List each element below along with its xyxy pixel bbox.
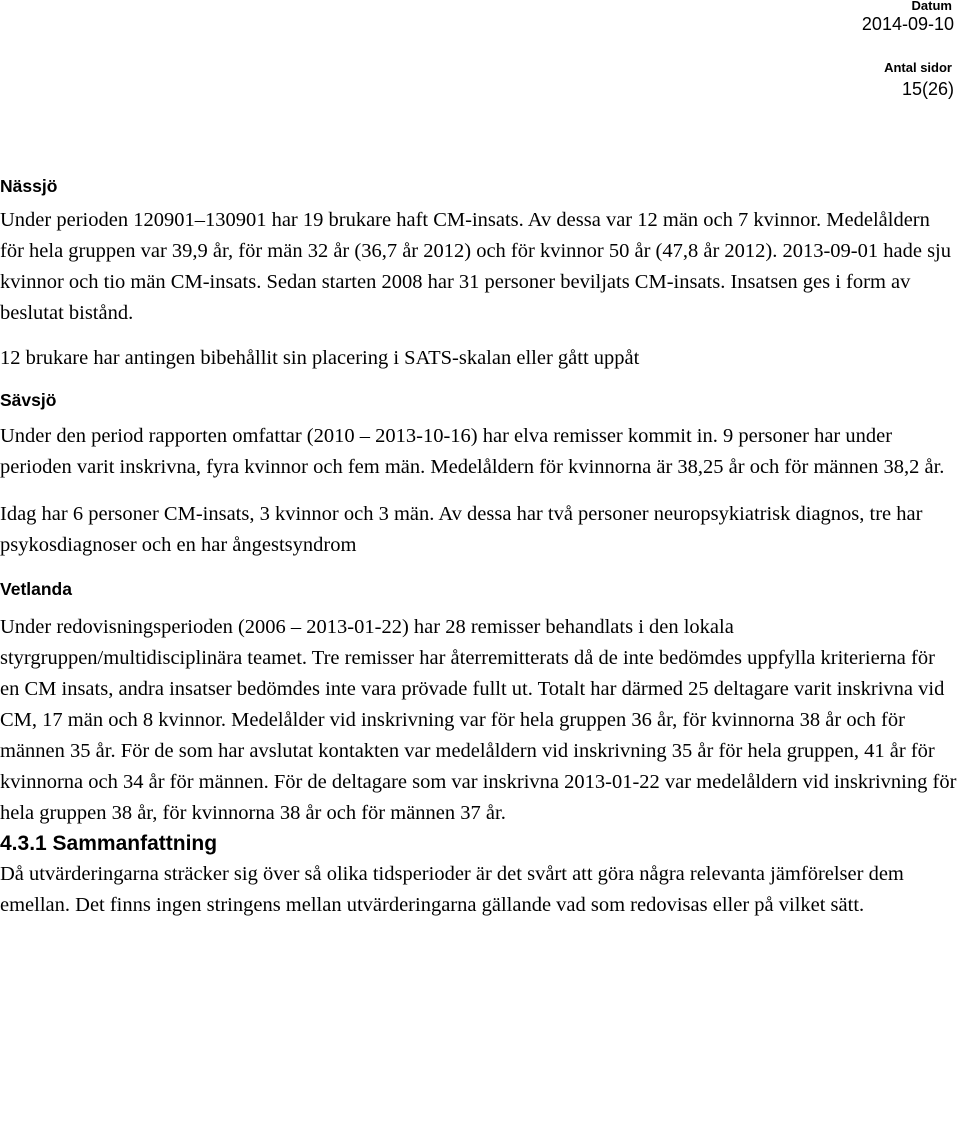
paragraph-summary-1: Då utvärderingarna sträcker sig över så olika tidsperioder är det svårt att göra några relevanta jämförelser dem emellan. Det finns ingen stringens mellan utvärderingarna gällande vad som redovisas eller på vilket sätt. — [0, 863, 904, 916]
document-body — [0, 172, 958, 921]
section-heading-savsjo: Sävsjö — [0, 390, 57, 410]
section-heading-nassjo: Nässjö — [0, 176, 58, 196]
section-heading-vetlanda: Vetlanda — [0, 579, 72, 599]
paragraph-vetlanda-1: Under redovisningsperioden (2006 – 2013-01-22) har 28 remisser behandlats i den lokala styrgruppen/multidisciplinära teamet. Tre remisser har återremitterats då de inte bedömdes uppfylla kriterierna för en CM insats, andra insatser bedömdes inte vara prövade fullt ut. Totalt har därmed 25 deltagare varit inskrivna vid CM, 17 män och 8 kvinnor. Medelålder vid inskrivning var för hela gruppen 36 år, för kvinnorna 38 år och för männen 35 år. För de som har avslutat kontakten var medelåldern vid inskrivning 35 år för hela gruppen, 41 år för kvinnorna och 34 år för männen. För de deltagare som var inskrivna 2013-01-22 var medelåldern vid inskrivning för hela gruppen 38 år, för kvinnorna 38 år och för männen 37 år. — [0, 616, 957, 824]
paragraph-nassjo-1: Under perioden 120901–130901 har 19 brukare haft CM-insats. Av dessa var 12 män och 7 kvinnor. Medelåldern för hela gruppen var 39,9 år, för män 32 år (36,7 år 2012) och för kvinnor 50 år (47,8 år 2012). 2013-09-01 hade sju kvinnor och tio män CM-insats. Sedan starten 2008 har 31 personer beviljats CM-insats. Insatsen ges i form av beslutat bistånd. — [0, 209, 952, 324]
paragraph-savsjo-2: Idag har 6 personer CM-insats, 3 kvinnor och 3 män. Av dessa har två personer neuropsykiatrisk diagnos, tre har psykosdiagnoser och en har ångestsyndrom — [0, 503, 923, 556]
header-pages-label: Antal sidor — [884, 60, 952, 75]
header-date-value: 2014-09-10 — [861, 14, 954, 34]
paragraph-savsjo-1: Under den period rapporten omfattar (2010 – 2013-10-16) har elva remisser kommit in. 9 personer har under perioden varit inskrivna, fyra kvinnor och fem män. Medelåldern för kvinnorna är 38,25 år och för männen 38,2 år. — [0, 425, 945, 478]
header-pages-value: 15(26) — [901, 79, 954, 99]
section-heading-summary: 4.3.1 Sammanfattning — [0, 832, 218, 855]
header-date-label: Datum — [911, 0, 952, 13]
paragraph-nassjo-2: 12 brukare har antingen bibehållit sin placering i SATS-skalan eller gått uppåt — [0, 347, 640, 369]
